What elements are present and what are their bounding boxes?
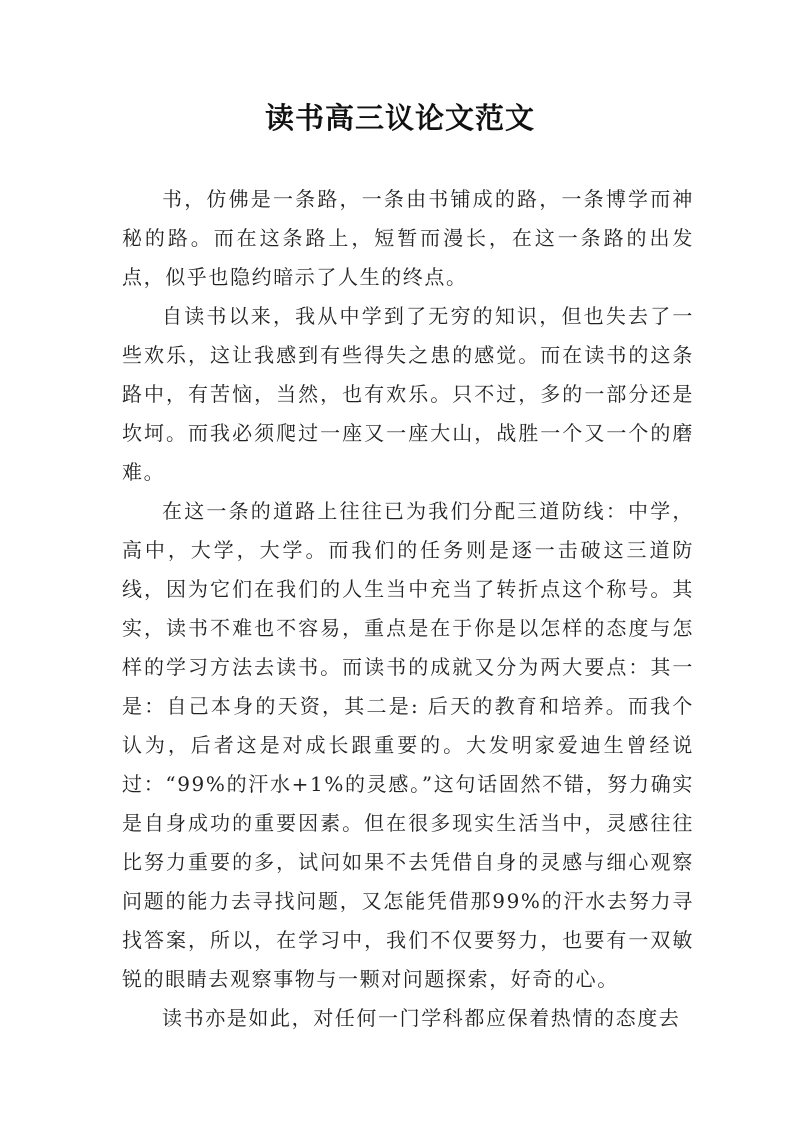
- paragraph-4: 读书亦是如此，对任何一门学科都应保着热情的态度去: [162, 1006, 681, 1030]
- paragraph-3: 在这一条的道路上往往已为我们分配三道防线：中学，高中，大学，大学。而我们的任务则是逐一击破这三道防线，因为它们在我们的人生当中充当了转折点这个称号。其实，读书不难也不容易，重点是在于你是以怎样的态度与怎样的学习方法去读书。而读书的成就又分为两大要点：其一是：自己本身的天资，其二是: 后天的教育和培养。而我个认为，后者这是对成长跟重要的。大发明家爱迪生曾经说过：“99%的汗水+1%的灵感。”这句话固然不错，努力确实是自身成功的重要因素。但在很多现实生活当中，灵感往往比努力重要的多，试问如果不去凭借自身的灵感与细心观察问题的能力去寻找问题，又怎能凭借那99%的汗水去努力寻找答案，所以，在学习中，我们不仅要努力，也要有一双敏锐的眼睛去观察事物与一颗对问题探索，好奇的心。: [122, 499, 694, 991]
- paragraph-1: 书，仿佛是一条路，一条由书铺成的路，一条博学而神秘的路。而在这条路上，短暂而漫长，在这一条路的出发点，似乎也隐约暗示了人生的终点。: [122, 187, 694, 289]
- paragraph-2: 自读书以来，我从中学到了无穷的知识，但也失去了一些欢乐，这让我感到有些得失之患的感觉。而在读书的这条路中，有苦恼，当然，也有欢乐。只不过，多的一部分还是坎坷。而我必须爬过一座又一座大山，战胜一个又一个的磨难。: [122, 304, 694, 484]
- document-body: [122, 180, 694, 1038]
- document-title: 读书高三议论文范文: [264, 101, 535, 135]
